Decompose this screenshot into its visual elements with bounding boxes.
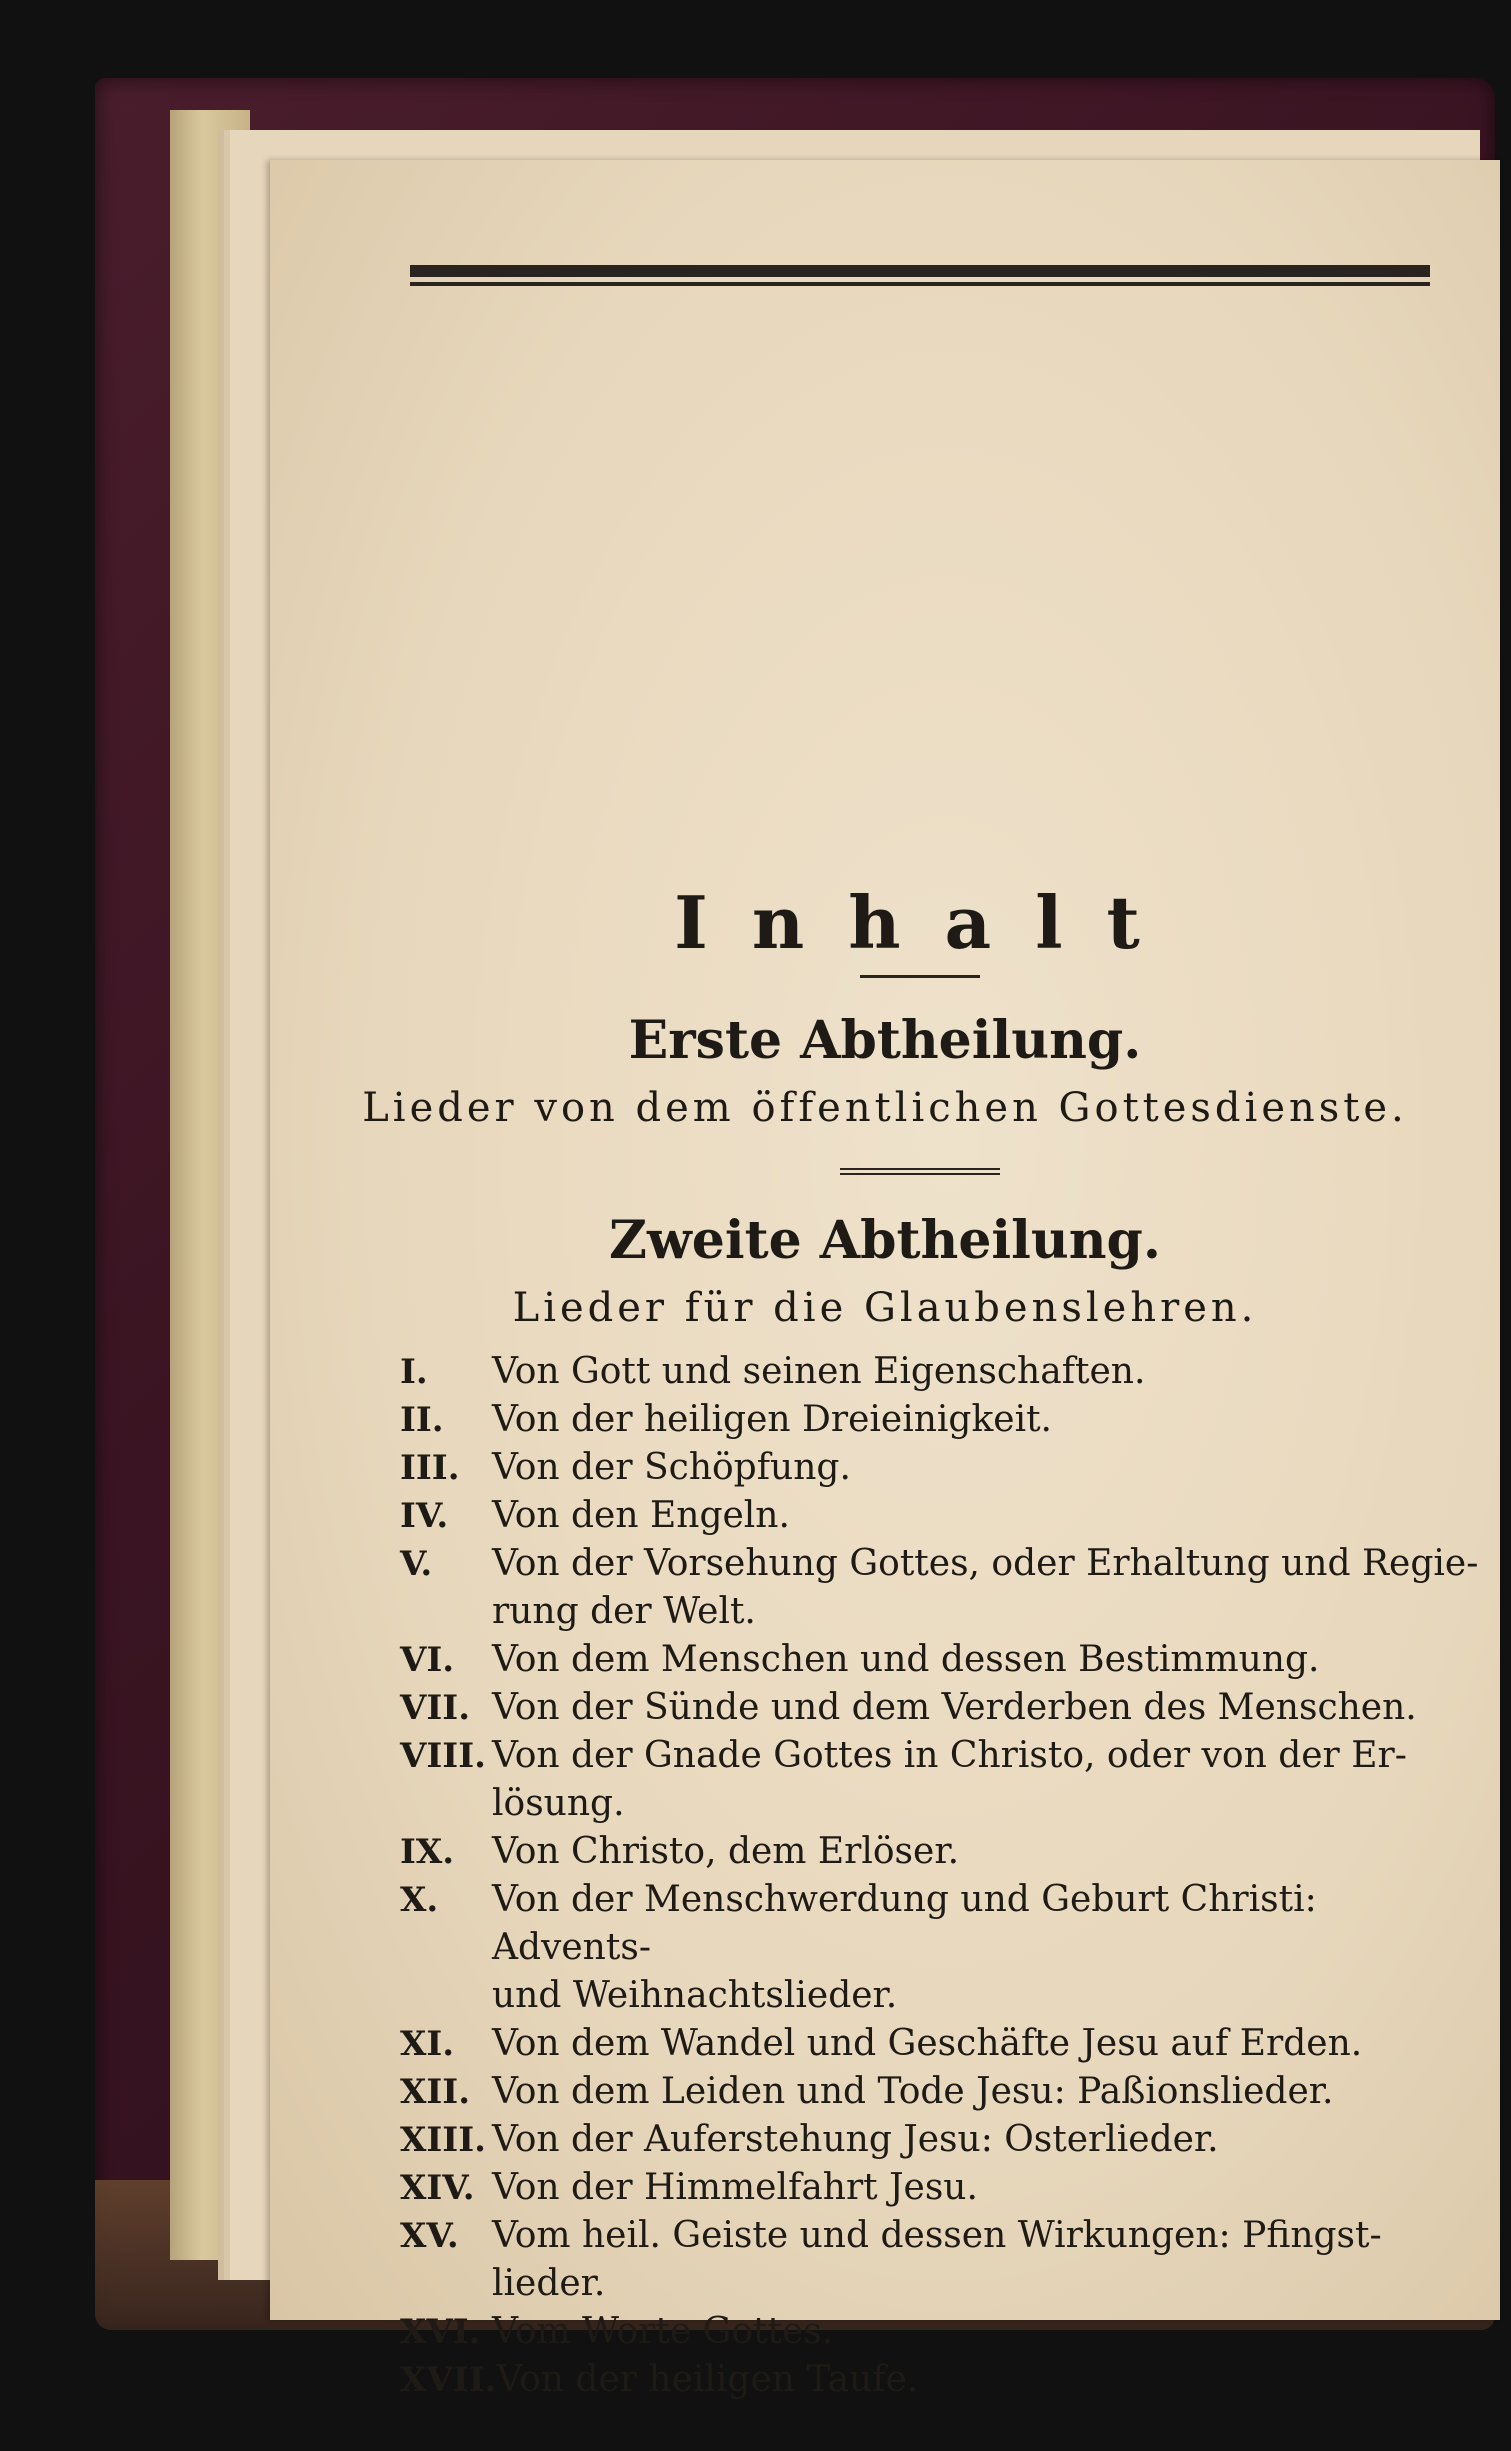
chapter-item [400,1636,1480,1684]
chapter-number: XVII. [400,2360,497,2400]
chapter-number: II. [400,1400,444,1440]
chapter-item [400,1540,1480,1636]
chapter-item [400,1876,1480,2020]
chapter-number: X. [400,1880,439,1920]
chapter-title: Von dem Leiden und Tode Jesu: Paßionslieder. [492,2071,1334,2112]
chapter-item [400,2068,1480,2116]
chapter-item [400,2212,1480,2308]
chapter-item [400,1828,1480,1876]
chapter-title: Von Christo, dem Erlöser. [492,1831,960,1872]
chapter-item [400,2116,1480,2164]
chapter-number: IV. [400,1496,449,1536]
section-separator [840,1168,1000,1176]
chapter-title: Von der Auferstehung Jesu: Osterlieder. [492,2119,1219,2160]
chapter-number: III. [400,1448,460,1488]
rule-thin [410,282,1430,286]
chapter-title: Von den Engeln. [492,1495,790,1536]
chapter-number: IX. [400,1832,455,1872]
chapter-number: XI. [400,2024,455,2064]
part1-heading: Erste Abtheilung. [628,1010,1142,1071]
chapter-title: Von dem Menschen und dessen Bestimmung. [492,1639,1320,1680]
part2-subtitle: Lieder für die Glaubenslehren. [512,1285,1258,1331]
chapter-number: XV. [400,2216,459,2256]
chapter-item [400,2164,1480,2212]
chapter-number: VIII. [400,1736,486,1776]
separator-line-top [840,1168,1000,1170]
page-title: Inhalt [674,880,1184,965]
chapter-number: VII. [400,1688,471,1728]
part2-heading: Zweite Abtheilung. [609,1210,1161,1271]
chapter-title: Von der Schöpfung. [492,1447,851,1488]
top-double-rule [410,265,1430,291]
chapter-title: Von dem Wandel und Geschäfte Jesu auf Erden. [492,2023,1363,2064]
chapter-item [400,1444,1480,1492]
book-page [270,160,1500,2400]
chapter-title: Von der Vorsehung Gottes, oder Erhaltung und Regie- rung der Welt. [492,1543,1479,1632]
title-underline [860,975,980,978]
chapter-list [400,1348,1480,2404]
chapter-title: Von der heiligen Taufe. [496,2359,919,2400]
chapter-title: Von Gott und seinen Eigenschaften. [492,1351,1146,1392]
chapter-title: Vom Worte Gottes. [492,2311,834,2352]
chapter-item [400,2308,1480,2356]
chapter-title: Von der Gnade Gottes in Christo, oder von der Er- lösung. [492,1735,1407,1824]
chapter-item [400,2020,1480,2068]
chapter-number: VI. [400,1640,455,1680]
chapter-title: Vom heil. Geiste und dessen Wirkungen: Pfingst- lieder. [492,2215,1382,2304]
chapter-title: Von der Menschwerdung und Geburt Christi: Advents- und Weihnachtslieder. [492,1879,1317,2016]
chapter-title: Von der Sünde und dem Verderben des Menschen. [492,1687,1417,1728]
chapter-item [400,1396,1480,1444]
separator-line-bottom [840,1173,1000,1175]
part1-subtitle: Lieder von dem öffentlichen Gottesdienste. [362,1085,1408,1131]
chapter-number: XIV. [400,2168,475,2208]
chapter-item [400,1348,1480,1396]
chapter-number: I. [400,1352,428,1392]
chapter-item [400,1732,1480,1828]
chapter-number: V. [400,1544,433,1584]
chapter-item [400,2356,1480,2404]
chapter-item [400,1684,1480,1732]
rule-thick [410,265,1430,277]
chapter-title: Von der Himmelfahrt Jesu. [492,2167,978,2208]
chapter-number: XIII. [400,2120,486,2160]
chapter-number: XII. [400,2072,471,2112]
chapter-number: XVI. [400,2312,481,2352]
chapter-title: Von der heiligen Dreieinigkeit. [492,1399,1053,1440]
chapter-item [400,1492,1480,1540]
